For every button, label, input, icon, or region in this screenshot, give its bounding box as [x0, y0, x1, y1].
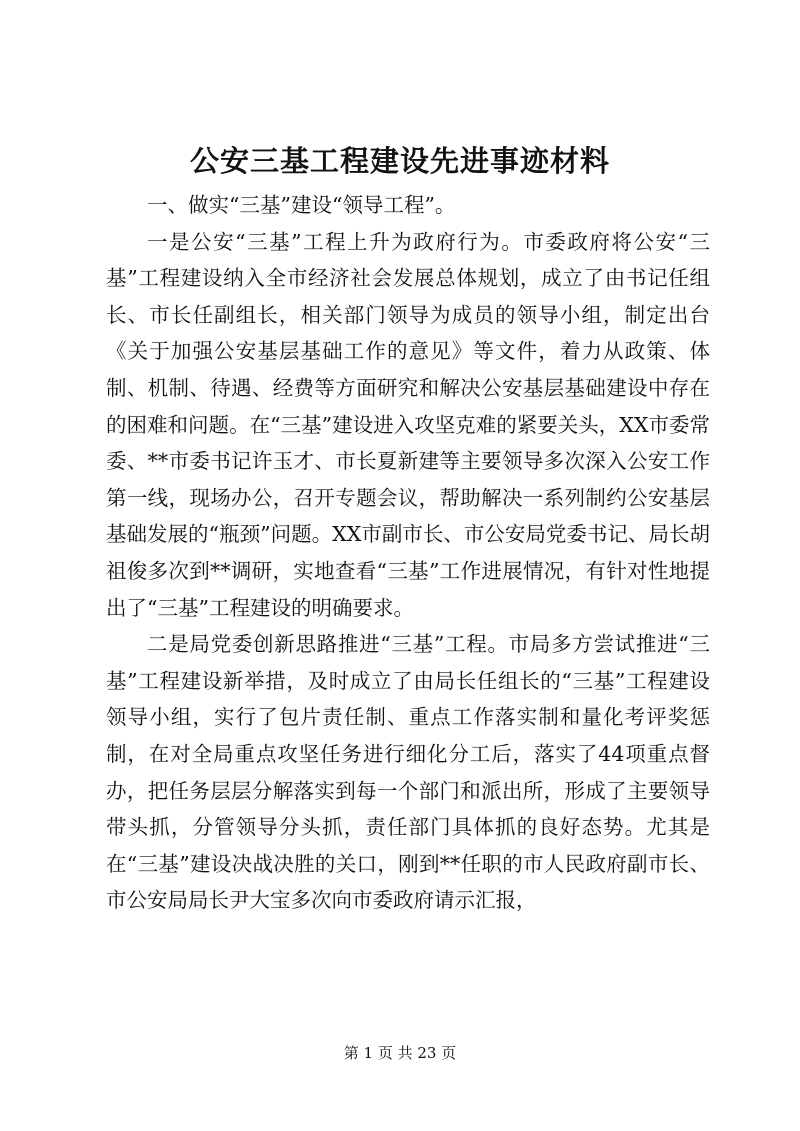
page-footer — [0, 1043, 800, 1063]
section-heading-paragraph: 一、做实“三基”建设“领导工程”。 — [147, 193, 456, 217]
page-number-label: 第 1 页 共 23 页 — [343, 1044, 457, 1062]
body-paragraph: 一是公安“三基”工程上升为政府行为。市委政府将公安“三基”工程建设纳入全市经济社会发展总体规划，成立了由书记任组长、市长任副组长，相关部门领导为成员的领导小组，制定出台《关于加强公安基层基础工作的意见》等文件，着力从政策、体制、机制、待遇、经费等方面研究和解决公安基层基础建设中存在的困难和问题。在“三基”建设进入攻坚克难的紧要关头，XX市委常委、**市委书记许玉才、市长夏新建等主要领导多次深入公安工作第一线，现场办公，召开专题会议，帮助解决一系列制约公安基层基础发展的“瓶颈”问题。XX市副市长、市公安局党委书记、局长胡祖俊多次到**调研，实地查看“三基”工作进展情况，有针对性地提出了“三基”工程建设的明确要求。 — [106, 229, 710, 620]
document-body — [106, 187, 710, 919]
document-title: 公安三基工程建设先进事迹材料 — [189, 144, 610, 178]
body-paragraph: 二是局党委创新思路推进“三基”工程。市局多方尝试推进“三基”工程建设新举措，及时成立了由局长任组长的“三基”工程建设领导小组，实行了包片责任制、重点工作落实制和量化考评奖惩制，在对全局重点攻坚任务进行细化分工后，落实了44项重点督办，把任务层层分解落实到每一个部门和派出所，形成了主要领导带头抓，分管领导分头抓，责任部门具体抓的良好态势。尤其是在“三基”建设决战决胜的关口，刚到**任职的市人民政府副市长、市公安局局长尹大宝多次向市委政府请示汇报， — [106, 632, 710, 913]
